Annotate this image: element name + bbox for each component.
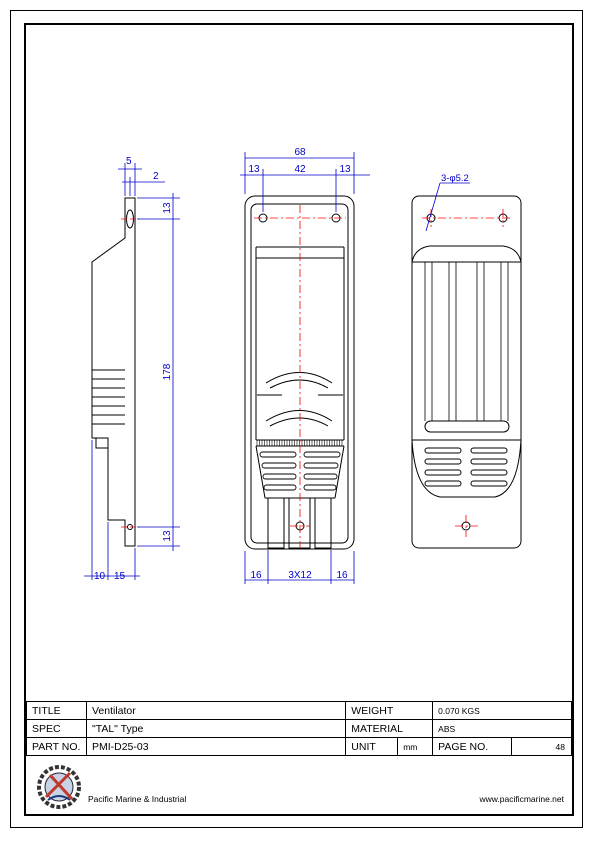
website-link[interactable]: www.pacificmarine.net (479, 794, 564, 804)
part-value: PMI-D25-03 (86, 738, 345, 756)
dim-front-16-left: 16 (250, 570, 262, 581)
material-value: ABS (433, 720, 572, 738)
dim-front-42: 42 (294, 164, 306, 175)
title-value: Ventilator (86, 702, 345, 720)
page-label: PAGE NO. (433, 738, 512, 756)
dim-side-13-top: 13 (162, 202, 173, 214)
rear-view-centerlines (422, 209, 512, 537)
company-logo-icon (36, 762, 82, 812)
dim-front-3x12: 3X12 (288, 570, 312, 581)
dim-rear-hole: 3-φ5.2 (441, 173, 469, 184)
dim-side-178: 178 (162, 363, 173, 381)
material-label: MATERIAL (346, 720, 433, 738)
dim-side-2: 2 (153, 171, 159, 182)
front-teeth (257, 440, 342, 446)
dim-front-68: 68 (294, 147, 306, 158)
unit-value: mm (398, 738, 433, 756)
side-view-centerlines (121, 219, 140, 527)
front-view-centerlines (254, 205, 346, 548)
dim-front-16-right: 16 (336, 570, 348, 581)
front-view (245, 196, 354, 549)
dim-side-10: 10 (94, 571, 106, 582)
rear-ribs (425, 262, 508, 421)
company-name: Pacific Marine & Industrial (88, 794, 187, 804)
part-label: PART NO. (27, 738, 87, 756)
title-label: TITLE (27, 702, 87, 720)
dim-front-13-right: 13 (339, 164, 351, 175)
dim-side-5: 5 (126, 156, 132, 167)
spec-value: "TAL" Type (86, 720, 345, 738)
rear-dimension-leader (426, 183, 470, 231)
spec-label: SPEC (27, 720, 87, 738)
weight-value: 0.070 KGS (433, 702, 572, 720)
footer (26, 758, 572, 814)
dim-side-13-bottom: 13 (162, 530, 173, 542)
weight-label: WEIGHT (346, 702, 433, 720)
dim-front-13-left: 13 (248, 164, 260, 175)
dim-side-15: 15 (114, 571, 126, 582)
unit-label: UNIT (346, 738, 398, 756)
page-value: 48 (512, 738, 572, 756)
side-view (92, 198, 135, 546)
title-block (26, 701, 572, 756)
rear-view (412, 196, 521, 548)
